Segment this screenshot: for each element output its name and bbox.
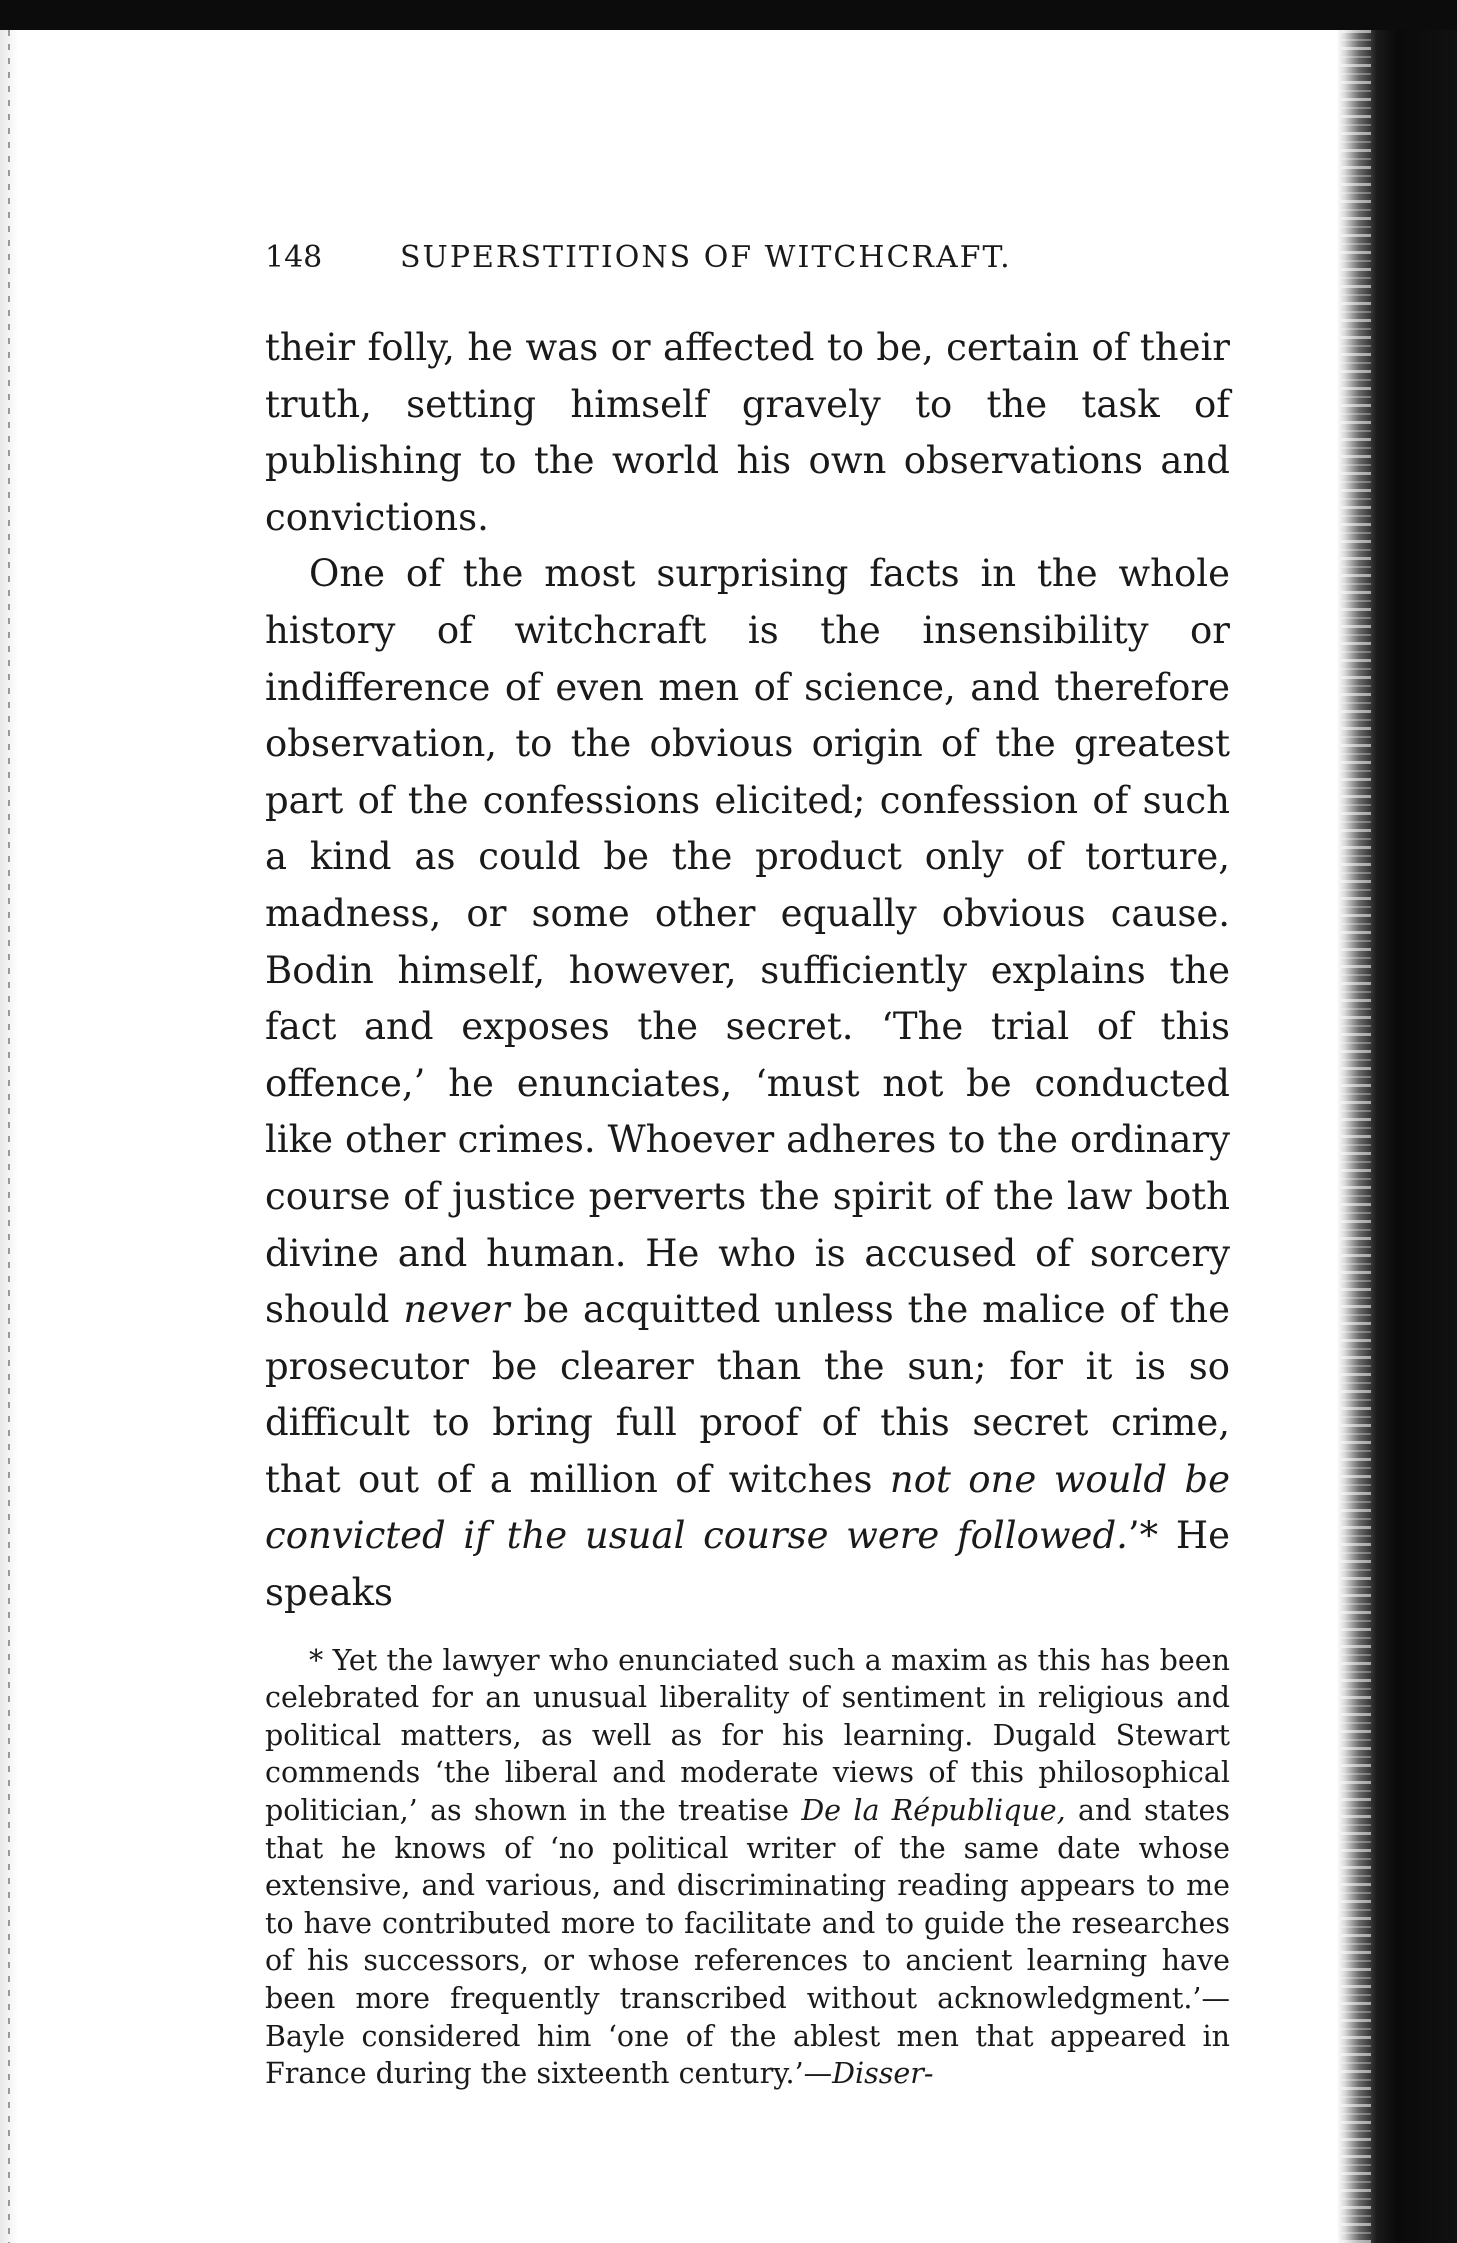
paragraph-2-text-c: ’* He speaks [265,1514,1231,1615]
footnote-italic-disser: Disser- [832,2057,934,2091]
paragraph-2 [265,546,1230,1621]
scan-right-edge-shadow [1337,30,1457,2243]
footnote-paragraph [265,1642,1230,2093]
paragraph-2-text-b: be acquitted unless the malice of the prosecutor be clearer than the sun; for it is so difficult to bring full proof of this secret crime, that out of a million of witches [265,1288,1231,1501]
running-title: SUPERSTITIONS OF WITCHCRAFT. [400,240,1012,275]
footnote [265,1642,1230,2093]
page-number: 148 [265,240,323,275]
paragraph-2-italic-quote: not one would be convicted if the usual course were followed. [265,1457,1231,1558]
footnote-text-b: and states that he knows of ‘no political writer of the same date whose extensive, and various, and discriminating reading appears to me to have contributed more to facilitate and to guide the researches of his successors, or whose references to ancient learning have been more frequently transcribed without acknowledgment.’—Bayle considered him ‘one of the ablest men that appeared in France during the sixteenth century.’— [265,1794,1230,2091]
paragraph-1: their folly, he was or affected to be, certain of their truth, setting himself gravely to the task of publishing to the world his own observations and convictions. [265,326,1230,539]
scan-top-border [0,0,1457,30]
paragraph-2-italic-never: never [403,1288,510,1332]
footnote-italic-title: De la République, [801,1794,1066,1828]
footnote-text-a: * Yet the lawyer who enunciated such a maxim as this has been celebrated for an unusual liberality of sentiment in religious and political matters, as well as for his learning. Dugald Stewart commends ‘the liberal and moderate views of this philosophical politician,’ as shown in the treatise [265,1643,1230,1828]
page-header [265,240,1230,292]
paragraph-2-text-a: One of the most surprising facts in the whole history of witchcraft is the insensibility or indifference of even men of science, and therefore observation, to the obvious origin of the greatest part of the confessions elicited; confession of such a kind as could be the product only of torture, madness, or some other equally obvious cause. Bodin himself, however, sufficiently explains the fact and exposes the secret. ‘The trial of this offence,’ he enunciates, ‘must not be conducted like other crimes. Whoever adheres to the ordinary course of justice perverts the spirit of the law both divine and human. He who is accused of sorcery should [265,552,1230,1332]
scan-left-edge [0,30,18,2243]
body-text [265,320,1230,1622]
book-page [265,240,1230,2093]
